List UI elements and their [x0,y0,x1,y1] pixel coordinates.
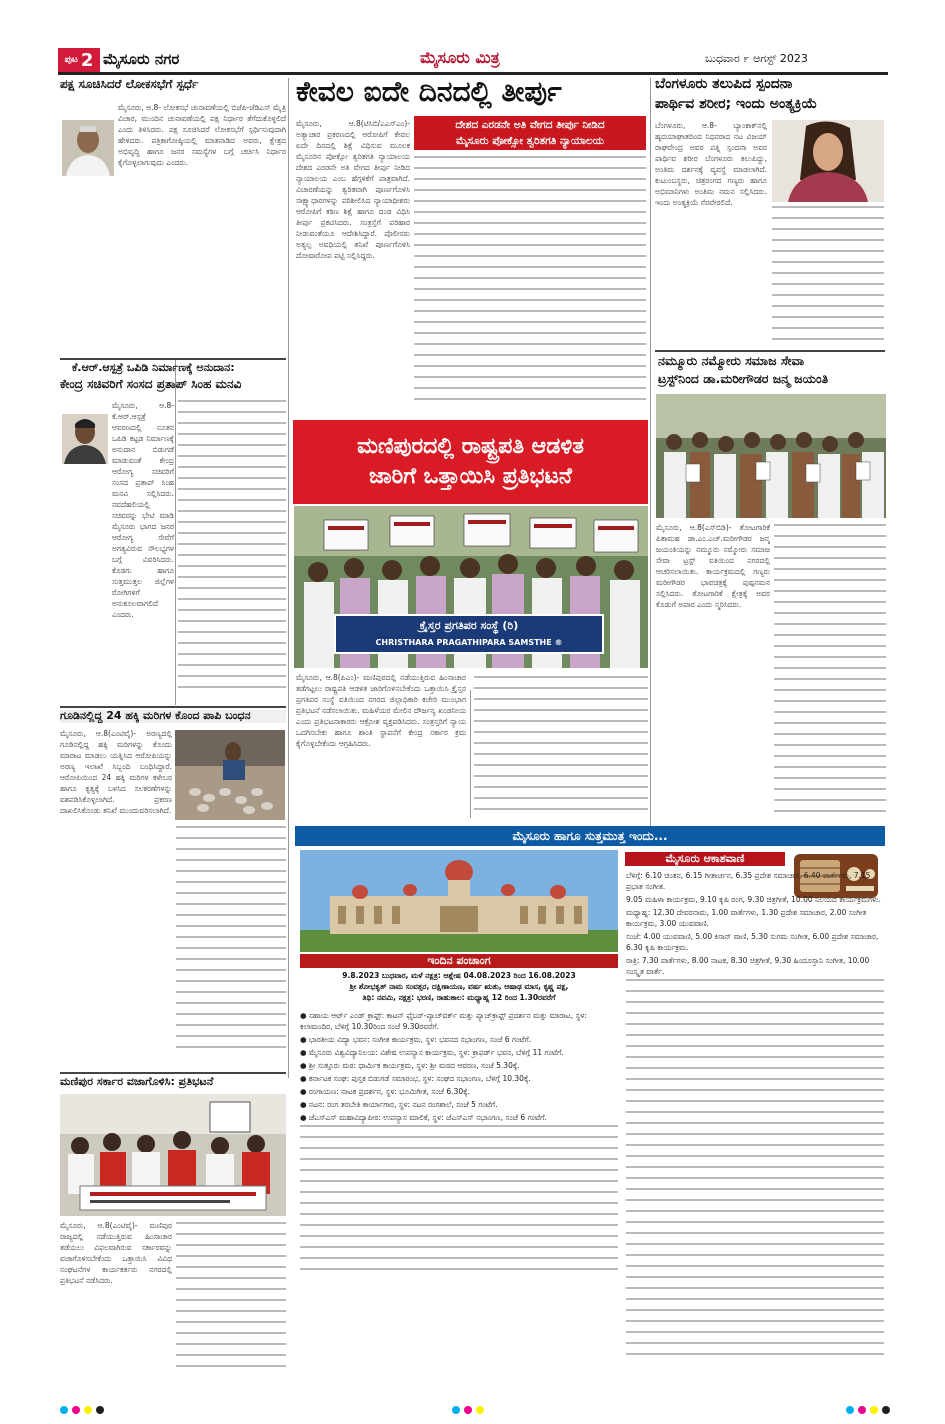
headline-poaching: ಗೂಡಿನಲ್ಲಿದ್ದ 24 ಹಕ್ಕಿ ಮರಿಗಳ ಕೊಂದ ಪಾಪಿ ಬಂಧನ [60,710,286,723]
seva-trust-event-photo [656,394,886,518]
column-divider [470,690,471,818]
story-divider [60,706,286,708]
akashavani-title: ಮೈಸೂರು ಆಕಾಶವಾಣಿ [625,852,785,866]
story-divider [655,350,885,352]
story-continuation [414,156,646,418]
headline-bangalore-2: ಪಾರ್ಥಿವ ಶರೀರ; ಇಂದು ಅಂತ್ಯಕ್ರಿಯೆ [655,96,818,112]
headline-krs-hospital-2: ಕೇಂದ್ರ ಸಚಿವರಿಗೆ ಸಂಸದ ಪ್ರತಾಪ್ ಸಿಂಹ ಮನವಿ [60,377,242,391]
story-continuation [176,826,286,1066]
panchanga-line-1: 9.8.2023 ಬುಧವಾರ, ಮಳೆ ನಕ್ಷತ್ರ: ಆಶ್ಲೇಷ 04.08.2023 ರಿಂದ 16.08.2023 [342,971,576,980]
verdict-highlight-box [414,116,646,150]
schedule-item: ರಾತ್ರಿ: 7.30 ವಾರ್ತೆಗಳು, 8.00 ನಾಟಕ, 8.30 ಚಿತ್ರಗೀತೆ, 9.30 ಹಿಂದೂಸ್ತಾನಿ ಸಂಗೀತ, 10.00 ಸಂಸ್ಕೃತ ವಾರ್ತೆ. [626,956,870,976]
schedule-item: ಬೆಳಿಗ್ಗೆ: 6.10 ಚಿಂತನ, 6.15 ಗೀತಾರ್ಚನ, 6.35 ಪ್ರದೇಶ ಸಮಾಚಾರ, 6.40 ವಾರ್ತೆಗಳು, 7.15 ಪ್ರಭಾತ ಸಂಗೀತ. [626,871,871,891]
event-item: ● ಶ್ರೀ ಸುತ್ತೂರು ಮಠ: ಧಾರ್ಮಿಕ ಕಾರ್ಯಕ್ರಮ, ಸ್ಥಳ: ಶ್ರೀ ಮಠದ ಆವರಣ, ಸಂಜೆ 5.30ಕ್ಕೆ. [300,1061,520,1070]
registration-mark [870,1406,878,1414]
banner-text-kannada: ಕ್ರೈಸ್ತರ ಪ್ರಗತಿಪರ ಸಂಸ್ಥೆ (ರಿ) [419,619,519,632]
column-divider [650,78,651,828]
headline-manipur-protest: ಮಣಿಪುರ ಸರ್ಕಾರ ವಜಾಗೊಳಿಸಿ: ಪ್ರತಿಭಟನೆ [60,1075,214,1088]
headline-seva-trust-2: ಟ್ರಸ್ಟ್‌ನಿಂದ ಡಾ.ಮರೀಗೌಡರ ಜನ್ಮ ಜಯಂತಿ [658,371,829,386]
issue-date: ಬುಧವಾರ ೯ ಆಗಸ್ಟ್ 2023 [705,52,808,65]
section-title: ಮೈಸೂರು ನಗರ [103,50,180,68]
registration-mark [72,1406,80,1414]
seized-items-photo [175,730,285,820]
headline-lok-sabha: ಪಕ್ಷ ಸೂಚಿಸಿದರೆ ಲೋಕಸಭೆಗೆ ಸ್ಪರ್ಧೆ [60,77,199,91]
registration-mark [452,1406,460,1414]
newspaper-name: ಮೈಸೂರು ಮಿತ್ರ [420,48,500,67]
panchanga-title: ಇಂದಿನ ಪಂಚಾಂಗ [300,954,618,968]
schedule-item: ಮಧ್ಯಾಹ್ನ: 12.30 ದೇವರನಾಮ, 1.00 ವಾರ್ತೆಗಳು, 1.30 ಪ್ರದೇಶ ಸಮಾಚಾರ, 2.00 ಸಂಗೀತ ಕಾರ್ಯಕ್ರಮ, 3.00 ಯುವವಾಣಿ. [626,908,867,928]
story-body-lok-sabha: ಮೈಸೂರು, ಆ.8- ಲೋಕಸಭೆ ಚುನಾವಣೆಯಲ್ಲಿ ಬಿಜೆಪಿ-ಜೆಡಿಎಸ್ ಮೈತ್ರಿ ವಿಚಾರ, ಮುಂದಿನ ಚುನಾವಣೆಯಲ್ಲಿ ಪಕ್ಷ ನಿರ್ಧಾರ ತೆಗೆದುಕೊಳ್ಳಲಿದೆ ಎಂದು ತಿಳಿಸಿದರು. ಪಕ್ಷ ಸೂಚಿಸಿದರೆ ಲೋಕಸಭೆಗೆ ಸ್ಪರ್ಧಿಸುವುದಾಗಿ ಹೇಳಿದರು. ಪತ್ರಿಕಾಗೋಷ್ಠಿಯಲ್ಲಿ ಮಾತನಾಡಿದ ಅವರು, ಕ್ಷೇತ್ರದ ಅಭಿವೃದ್ಧಿ ಹಾಗೂ ಜನರ ಸಮಸ್ಯೆಗಳ ಬಗ್ಗೆ ಚರ್ಚಿಸಿ ನಿರ್ಧಾರ ಕೈಗೊಳ್ಳಲಾಗುವುದು ಎಂದರು. [118,103,286,167]
headline-bangalore-1: ಬೆಂಗಳೂರು ತಲುಪಿದ ಸ್ಪಂದನಾ [655,76,793,92]
headline-manipur-main-2: ಜಾರಿಗೆ ಒತ್ತಾಯಿಸಿ ಪ್ರತಿಭಟನೆ [369,464,572,489]
events-list [300,1010,618,1380]
story-continuation [178,400,286,700]
event-item: ● ಮೈಸೂರು ವಿಶ್ವವಿದ್ಯಾನಿಲಯ: ವಿಶೇಷ ಉಪನ್ಯಾಸ ಕಾರ್ಯಕ್ರಮ, ಸ್ಥಳ: ಕ್ರಾಫರ್ಡ್ ಭವನ, ಬೆಳಿಗ್ಗೆ 11 ಗಂಟೆಗೆ. [300,1048,564,1057]
manipur-headline-banner [293,420,648,504]
schedule-item: 9.05 ಮಹಿಳಾ ಕಾರ್ಯಕ್ರಮ, 9.10 ಕೃಷಿ ರಂಗ, 9.30 ಚಿತ್ರಗೀತೆ, 10.00 ನಿಲಯದ ಕಾರ್ಯಕ್ರಮಗಳು. [626,895,881,904]
panchanga-line-2: ಶ್ರೀ ಶೋಭಕೃತ್ ನಾಮ ಸಂವತ್ಸರ, ದಕ್ಷಿಣಾಯಣ, ವರ್ಷ ಋತು, ಆಷಾಢ ಮಾಸ, ಕೃಷ್ಣ ಪಕ್ಷ, [349,982,569,991]
story-continuation [774,524,886,826]
page-number-badge [58,48,100,72]
story-continuation [176,1222,286,1378]
headline-seva-trust-1: ನಮ್ಮೂರು ನಮ್ಮೋರು ಸಮಾಜ ಸೇವಾ [658,353,805,368]
story-divider [60,1072,286,1074]
registration-mark [96,1406,104,1414]
story-body-manipur-protest: ಮೈಸೂರು, ಆ.8(ಎಂಟಿವೈ)- ಮಣಿಪುರ ರಾಜ್ಯದಲ್ಲಿ ನಡೆಯುತ್ತಿರುವ ಹಿಂಸಾಚಾರ ತಡೆಯಲು ವಿಫಲವಾಗಿರುವ ಸರ್ಕಾರವನ್ನು ವಜಾಗೊಳಿಸಬೇಕೆಂದು ಒತ್ತಾಯಿಸಿ ವಿವಿಧ ಸಂಘಟನೆಗಳ ಕಾರ್ಯಕರ್ತರು ನಗರದಲ್ಲಿ ಪ್ರತಿಭಟನೆ ನಡೆಸಿದರು. [60,1221,172,1285]
verdict-highlight-line-1: ದೇಶದ ಎರಡನೇ ಅತಿ ವೇಗದ ತೀರ್ಪು ನೀಡಿದ [455,119,605,131]
mysore-palace-photo [300,850,618,952]
protest-photo [60,1094,286,1216]
akashavani-continuation [626,979,884,1379]
event-item: ● ಸಹಾಯ ಆರ್ಟ್ ಎಂಡ್ ಕ್ರಾಫ್ಟ್: ಕಾಟನ್ ಫೈಬರ್-ಪ್ಯಾಚ್‌ವರ್ಕ್ ಮತ್ತು ಪ್ಯಾಚ್‌ಕ್ರಾಫ್ಟ್ ಪ್ರದರ್ಶನ ಮತ್ತು ಮಾರಾಟ, ಸ್ಥಳ: ಕಲಾಮಂದಿರ, ಬೆಳಿಗ್ಗೆ 10.30ರಿಂದ ಸಂಜೆ 9.30ರವರೆಗೆ. [300,1011,587,1031]
story-continuation [772,206,884,346]
event-item: ● ನಟನ: ರಂಗ ತರಬೇತಿ ಕಾರ್ಯಾಗಾರ, ಸ್ಥಳ: ನಟನ ರಂಗಶಾಲೆ, ಸಂಜೆ 5 ಗಂಟೆಗೆ. [300,1100,498,1109]
story-body-krs-hospital: ಮೈಸೂರು, ಆ.8- ಕೆ.ಆರ್.ಆಸ್ಪತ್ರೆ ಆವರಣದಲ್ಲಿ ನೂತನ ಒಪಿಡಿ ಕಟ್ಟಡ ನಿರ್ಮಾಣಕ್ಕೆ ಅನುದಾನ ಬಿಡುಗಡೆ ಮಾಡುವಂತೆ ಕೇಂದ್ರ ಆರೋಗ್ಯ ಸಚಿವರಿಗೆ ಸಂಸದ ಪ್ರತಾಪ್ ಸಿಂಹ ಮನವಿ ಸಲ್ಲಿಸಿದರು. ನವದೆಹಲಿಯಲ್ಲಿ ಸಚಿವರನ್ನು ಭೇಟಿ ಮಾಡಿ ಮೈಸೂರು ಭಾಗದ ಜನರ ಆರೋಗ್ಯ ಸೇವೆಗೆ ಅಗತ್ಯವಿರುವ ಸೌಲಭ್ಯಗಳ ಬಗ್ಗೆ ವಿವರಿಸಿದರು. ಕೊಡಗು ಹಾಗೂ ಸುತ್ತಮುತ್ತಲ ಜಿಲ್ಲೆಗಳ ರೋಗಿಗಳಿಗೆ ಅನುಕೂಲವಾಗಲಿದೆ ಎಂದರು. [112,401,174,619]
akashavani-schedule [626,870,884,1380]
events-continuation [300,1125,618,1275]
portrait-photo [62,414,108,464]
registration-mark [60,1406,68,1414]
registration-mark [464,1406,472,1414]
story-body-verdict: ಮೈಸೂರು, ಆ.8(ಟಿಸಿಬಿ/ಎಎಸ್ಎಂ)- ಅತ್ಯಾಚಾರ ಪ್ರಕರಣದಲ್ಲಿ ಆರೋಪಿಗೆ ಕೇವಲ ಐದೇ ದಿನದಲ್ಲಿ ಶಿಕ್ಷೆ ವಿಧಿಸುವ ಮೂಲಕ ಮೈಸೂರಿನ ಪೋಕ್ಸೋ ತ್ವರಿತಗತಿ ನ್ಯಾಯಾಲಯ ದೇಶದ ಎರಡನೇ ಅತಿ ವೇಗದ ತೀರ್ಪು ನೀಡಿದ ನ್ಯಾಯಾಲಯ ಎಂಬ ಹೆಗ್ಗಳಿಕೆಗೆ ಪಾತ್ರವಾಗಿದೆ. ವಿಚಾರಣೆಯನ್ನು ತ್ವರಿತವಾಗಿ ಪೂರ್ಣಗೊಳಿಸಿ ಸಾಕ್ಷ್ಯಾಧಾರಗಳನ್ನು ಪರಿಶೀಲಿಸಿದ ನ್ಯಾಯಾಧೀಶರು ಆರೋಪಿಗೆ ಕಠಿಣ ಶಿಕ್ಷೆ ಹಾಗೂ ದಂಡ ವಿಧಿಸಿ ತೀರ್ಪು ಪ್ರಕಟಿಸಿದರು. ಸಂತ್ರಸ್ತೆಗೆ ಪರಿಹಾರ ನೀಡುವಂತೆಯೂ ಆದೇಶಿಸಿದ್ದಾರೆ. ಪೊಲೀಸರು ಅತ್ಯಲ್ಪ ಅವಧಿಯಲ್ಲಿ ತನಿಖೆ ಪೂರ್ಣಗೊಳಿಸಿ ದೋಷಾರೋಪ ಪಟ್ಟಿ ಸಲ್ಲಿಸಿದ್ದರು. [296,119,410,260]
story-body-manipur-main: ಮೈಸೂರು, ಆ.8(ಪಿಎಂ)- ಮಣಿಪುರದಲ್ಲಿ ನಡೆಯುತ್ತಿರುವ ಹಿಂಸಾಚಾರ ತಡೆಗಟ್ಟಲು ರಾಷ್ಟ್ರಪತಿ ಆಡಳಿತ ಜಾರಿಗೊಳಿಸಬೇಕೆಂದು ಒತ್ತಾಯಿಸಿ ಕ್ರೈಸ್ತರ ಪ್ರಗತಿಪರ ಸಂಸ್ಥೆ ವತಿಯಿಂದ ನಗರದ ಜಿಲ್ಲಾಧಿಕಾರಿ ಕಚೇರಿ ಮುಂಭಾಗ ಪ್ರತಿಭಟನೆ ನಡೆಸಲಾಯಿತು. ಮಹಿಳೆಯರ ಮೇಲಿನ ದೌರ್ಜನ್ಯ ಖಂಡನೀಯ ಎಂದು ಪ್ರತಿಭಟನಾಕಾರರು ಆಕ್ರೋಶ ವ್ಯಕ್ತಪಡಿಸಿದರು. ಸಂತ್ರಸ್ತರಿಗೆ ನ್ಯಾಯ ಒದಗಿಸಬೇಕು ಹಾಗೂ ಶಾಂತಿ ಸ್ಥಾಪನೆಗೆ ಕೇಂದ್ರ ಸರ್ಕಾರ ಕ್ರಮ ಕೈಗೊಳ್ಳಬೇಕೆಂದು ಆಗ್ರಹಿಸಿದರು. [296,673,466,748]
registration-mark [846,1406,854,1414]
headline-krs-hospital-1: ಕೆ.ಆರ್.ಆಸ್ಪತ್ರೆ ಒಪಿಡಿ ನಿರ್ಮಾಣಕ್ಕೆ ಅನುದಾನ: [72,361,235,374]
headline-verdict: ಕೇವಲ ಐದೇ ದಿನದಲ್ಲಿ ತೀರ್ಪು [296,75,562,108]
story-divider [60,358,286,360]
banner-text-english: CHRISTHARA PRAGATHIPARA SAMSTHE ® [375,638,563,647]
event-item: ● ಜೆಎಸ್‌ಎಸ್ ಮಹಾವಿದ್ಯಾಪೀಠ: ಉಪನ್ಯಾಸ ಮಾಲಿಕೆ, ಸ್ಥಳ: ಜೆಎಸ್‌ಎಸ್ ಸಭಾಂಗಣ, ಸಂಜೆ 6 ಗಂಟೆಗೆ. [300,1113,547,1122]
story-body-poaching: ಮೈಸೂರು, ಆ.8(ಎಂಟಿವೈ)- ಅರಣ್ಯದಲ್ಲಿ ಗೂಡಿನಲ್ಲಿದ್ದ ಹಕ್ಕಿ ಮರಿಗಳನ್ನು ಕೊಂದು ಮಾರಾಟ ಮಾಡಲು ಯತ್ನಿಸಿದ ಆರೋಪಿಯನ್ನು ಅರಣ್ಯ ಇಲಾಖೆ ಸಿಬ್ಬಂದಿ ಬಂಧಿಸಿದ್ದಾರೆ. ಆರೋಪಿಯಿಂದ 24 ಹಕ್ಕಿ ಮರಿಗಳ ಕಳೇಬರ ಹಾಗೂ ಕೃತ್ಯಕ್ಕೆ ಬಳಸಿದ ಸಲಕರಣೆಗಳನ್ನು ವಶಪಡಿಸಿಕೊಳ್ಳಲಾಗಿದೆ. ಪ್ರಕರಣ ದಾಖಲಿಸಿಕೊಂಡು ತನಿಖೆ ಮುಂದುವರಿಸಲಾಗಿದೆ. [60,729,172,815]
event-item: ● ಭಾರತೀಯ ವಿದ್ಯಾ ಭವನ: ಸಂಗೀತ ಕಾರ್ಯಕ್ರಮ, ಸ್ಥಳ: ಭವನದ ಸಭಾಂಗಣ, ಸಂಜೆ 6 ಗಂಟೆಗೆ. [300,1035,532,1044]
story-body-seva-trust: ಮೈಸೂರು, ಆ.8(ಎಸ್‌ಬಿಡಿ)- ತೋಟಗಾರಿಕೆ ಪಿತಾಮಹ ಡಾ.ಎಂ.ಎಚ್.ಮರೀಗೌಡರ ಜನ್ಮ ಜಯಂತಿಯನ್ನು ನಮ್ಮೂರು ನಮ್ಮೋರು ಸಮಾಜ ಸೇವಾ ಟ್ರಸ್ಟ್ ವತಿಯಿಂದ ನಗರದಲ್ಲಿ ಆಚರಿಸಲಾಯಿತು. ಕಾರ್ಯಕ್ರಮದಲ್ಲಿ ಗಣ್ಯರು ಮರೀಗೌಡರ ಭಾವಚಿತ್ರಕ್ಕೆ ಪುಷ್ಪನಮನ ಸಲ್ಲಿಸಿದರು. ತೋಟಗಾರಿಕೆ ಕ್ಷೇತ್ರಕ್ಕೆ ಅವರ ಕೊಡುಗೆ ಅಪಾರ ಎಂದು ಸ್ಮರಿಸಿದರು. [656,523,770,609]
page-label: ಪುಟ [64,55,78,65]
story-body-bangalore: ಬೆಂಗಳೂರು, ಆ.8- ಬ್ಯಾಂಕಾಕ್‌ನಲ್ಲಿ ಹೃದಯಾಘಾತದಿಂದ ನಿಧನರಾದ ನಟ ವಿಜಯ್ ರಾಘವೇಂದ್ರ ಅವರ ಪತ್ನಿ ಸ್ಪಂದನಾ ಅವರ ಪಾರ್ಥಿವ ಶರೀರ ಬೆಂಗಳೂರು ತಲುಪಿದ್ದು, ಅಂತಿಮ ದರ್ಶನಕ್ಕೆ ವ್ಯವಸ್ಥೆ ಮಾಡಲಾಗಿದೆ. ಕುಟುಂಬಸ್ಥರು, ಚಿತ್ರರಂಗದ ಗಣ್ಯರು ಹಾಗೂ ಅಭಿಮಾನಿಗಳು ಅಂತಿಮ ನಮನ ಸಲ್ಲಿಸಿದರು. ಇಂದು ಅಂತ್ಯಕ್ರಿಯೆ ನೆರವೇರಲಿದೆ. [655,121,767,207]
christhara-banner [334,614,604,654]
column-divider [175,360,176,705]
mysore-today-header: ಮೈಸೂರು ಹಾಗೂ ಸುತ್ತಮುತ್ತ ಇಂದು... [295,826,885,846]
registration-mark [476,1406,484,1414]
panchanga-block [300,970,618,1003]
story-continuation [474,676,648,818]
registration-mark [84,1406,92,1414]
portrait-photo [62,120,114,176]
page-number: 2 [80,49,94,71]
registration-mark [858,1406,866,1414]
schedule-item: ಸಂಜೆ: 4.00 ಯುವವಾಣಿ, 5.00 ಕಿಸಾನ್ ವಾಣಿ, 5.30 ಸುಗಮ ಸಂಗೀತ, 6.00 ಪ್ರದೇಶ ಸಮಾಚಾರ, 6.30 ಕೃಷಿ ಕಾರ್ಯಕ್ರಮ. [626,932,879,952]
event-item: ● ರಂಗಾಯಣ: ನಾಟಕ ಪ್ರದರ್ಶನ, ಸ್ಥಳ: ಭೂಮಿಗೀತ, ಸಂಜೆ 6.30ಕ್ಕೆ. [300,1087,470,1096]
panchanga-line-3: ತಿಥಿ: ನವಮಿ, ನಕ್ಷತ್ರ: ಭರಣಿ, ರಾಹುಕಾಲ: ಮಧ್ಯಾಹ್ನ 12 ರಿಂದ 1.30ರವರೆಗೆ [362,993,556,1002]
portrait-photo [772,120,884,202]
verdict-highlight-line-2: ಮೈಸೂರು ಪೋಕ್ಸೋ ತ್ವರಿತಗತಿ ನ್ಯಾಯಾಲಯ [455,135,605,147]
column-divider [288,78,289,1078]
event-item: ● ಕರ್ನಾಟಕ ಸಂಘ: ಪುಸ್ತಕ ಬಿಡುಗಡೆ ಸಮಾರಂಭ, ಸ್ಥಳ: ಸಂಘದ ಸಭಾಂಗಣ, ಬೆಳಿಗ್ಗೆ 10.30ಕ್ಕೆ. [300,1074,531,1083]
headline-manipur-main-1: ಮಣಿಪುರದಲ್ಲಿ ರಾಷ್ಟ್ರಪತಿ ಆಡಳಿತ [357,434,584,459]
manipur-protest-photo [294,506,648,668]
registration-mark [882,1406,890,1414]
